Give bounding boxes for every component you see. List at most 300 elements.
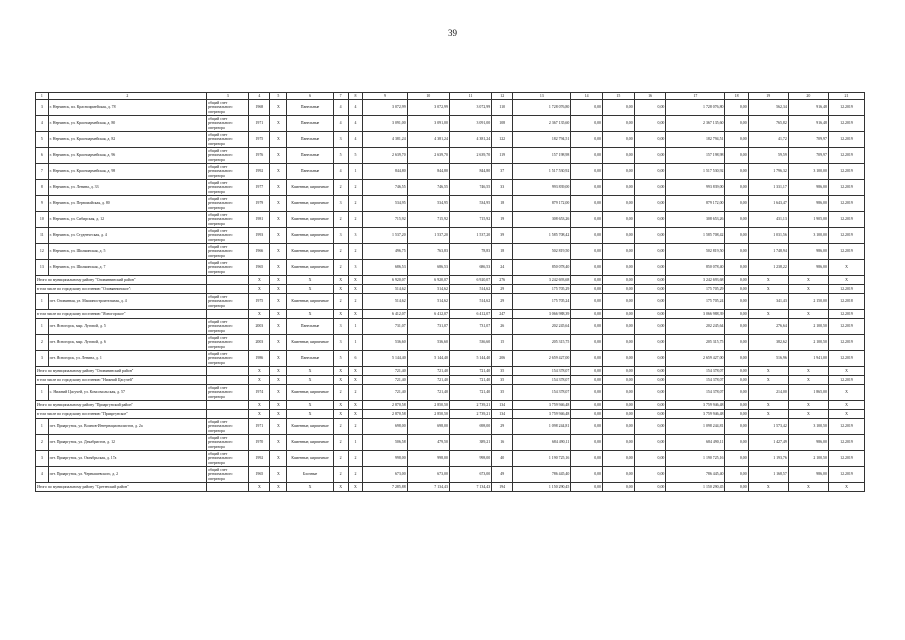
cell-a9: 2 639,70 bbox=[363, 148, 407, 164]
cell-wall: Каменные, кирпичные bbox=[287, 212, 333, 228]
header-cell: 3 bbox=[207, 93, 249, 100]
header-cell: 9 bbox=[363, 93, 407, 100]
cell-c14: 0,00 bbox=[571, 410, 603, 419]
cell-c16: 0,00 bbox=[634, 180, 666, 196]
cell-c3 bbox=[207, 483, 249, 492]
cell-c20: 986,00 bbox=[788, 196, 828, 212]
cell-a9: 731,07 bbox=[363, 319, 407, 335]
cell-year: 1992 bbox=[249, 164, 270, 180]
cell-year: Х bbox=[249, 310, 270, 319]
cell-wall: Панельные bbox=[287, 164, 333, 180]
cell-a10: 534,95 bbox=[407, 196, 449, 212]
cell-c14: 0,00 bbox=[571, 244, 603, 260]
cell-c16: 0,00 bbox=[634, 244, 666, 260]
cell-p: 39 bbox=[492, 228, 513, 244]
cell-c17: 684 490,11 bbox=[666, 435, 725, 451]
cell-c16: 0,00 bbox=[634, 435, 666, 451]
cell-addr: г. Нерчинск, ул. Сибирская, д. 12 bbox=[48, 212, 206, 228]
cell-fund: общий счет регионального оператора bbox=[207, 419, 249, 435]
cell-a11: 698,00 bbox=[449, 419, 491, 435]
cell-c17: 154 378,07 bbox=[666, 376, 725, 385]
cell-c15: 0,00 bbox=[603, 164, 635, 180]
cell-c15: 0,00 bbox=[603, 319, 635, 335]
cell-addr: пгт. Ясногорск, мкр. Луговой, д. 5 bbox=[48, 319, 206, 335]
cell-c18: 0,00 bbox=[725, 451, 748, 467]
cell-year: 1970 bbox=[249, 435, 270, 451]
cell-c20: 986,00 bbox=[788, 244, 828, 260]
cell-c19: Х bbox=[748, 285, 788, 294]
header-cell: 17 bbox=[666, 93, 725, 100]
table-row bbox=[36, 148, 865, 164]
cell-c16: 0,00 bbox=[634, 351, 666, 367]
cell-a10: 698,00 bbox=[407, 419, 449, 435]
cell-fl: 4 bbox=[333, 116, 348, 132]
cell-addr: пгт. Приаргунск, ул. Чернышевского, д. 2 bbox=[48, 467, 206, 483]
cell-wall: Х bbox=[287, 483, 333, 492]
cell-col5: Х bbox=[270, 351, 287, 367]
cell-year: Х bbox=[249, 285, 270, 294]
header-cell: 5 bbox=[270, 93, 287, 100]
header-cell: 2 bbox=[48, 93, 206, 100]
subtotal-row bbox=[36, 401, 865, 410]
cell-c3 bbox=[207, 410, 249, 419]
cell-c20: 986,00 bbox=[788, 260, 828, 276]
cell-wall: Панельные bbox=[287, 351, 333, 367]
cell-a9: 514,62 bbox=[363, 294, 407, 310]
capital-repair-table bbox=[35, 92, 865, 492]
cell-c16: 0,00 bbox=[634, 116, 666, 132]
cell-col5: Х bbox=[270, 335, 287, 351]
cell-a11: 686,53 bbox=[449, 260, 491, 276]
cell-c20: Х bbox=[788, 483, 828, 492]
cell-a9: 673,00 bbox=[363, 467, 407, 483]
cell-ent: 2 bbox=[348, 419, 363, 435]
cell-c13: 3 759 946,48 bbox=[513, 401, 571, 410]
cell-c17: 2 659 427,00 bbox=[666, 351, 725, 367]
cell-fl: Х bbox=[333, 401, 348, 410]
cell-c15: 0,00 bbox=[603, 451, 635, 467]
cell-a10: 3 091,00 bbox=[407, 116, 449, 132]
cell-c18: 0,00 bbox=[725, 376, 748, 385]
cell-n: 2 bbox=[36, 335, 49, 351]
cell-a9: 721,40 bbox=[363, 376, 407, 385]
cell-fund: общий счет регионального оператора bbox=[207, 100, 249, 116]
cell-p: 110 bbox=[492, 100, 513, 116]
cell-col5: Х bbox=[270, 285, 287, 294]
cell-c16: 0,00 bbox=[634, 376, 666, 385]
cell-c20: 3 100,00 bbox=[788, 228, 828, 244]
cell-a9: 746,55 bbox=[363, 180, 407, 196]
cell-a10: 844,80 bbox=[407, 164, 449, 180]
header-cell: 12 bbox=[492, 93, 513, 100]
cell-c15: 0,00 bbox=[603, 148, 635, 164]
cell-c20: Х bbox=[788, 401, 828, 410]
cell-c20: Х bbox=[788, 410, 828, 419]
cell-year: 1965 bbox=[249, 260, 270, 276]
cell-c14: 0,00 bbox=[571, 335, 603, 351]
cell-c19: 214,00 bbox=[748, 385, 788, 401]
subtotal-label: Итого по муниципальному району "Приаргунский район" bbox=[36, 401, 207, 410]
cell-p: 29 bbox=[492, 285, 513, 294]
cell-a9: 698,00 bbox=[363, 419, 407, 435]
cell-c16: 0,00 bbox=[634, 410, 666, 419]
cell-c14: 0,00 bbox=[571, 228, 603, 244]
cell-p: 16 bbox=[492, 435, 513, 451]
cell-c14: 0,00 bbox=[571, 451, 603, 467]
subtotal-label: в том числе по городскому поселению "Нижний Цасучей" bbox=[36, 376, 207, 385]
cell-col5: Х bbox=[270, 419, 287, 435]
cell-a9: 536,60 bbox=[363, 335, 407, 351]
cell-a10: 686,53 bbox=[407, 260, 449, 276]
cell-a11: 7 134,43 bbox=[449, 483, 491, 492]
cell-c20: 2 100,50 bbox=[788, 335, 828, 351]
cell-wall: Каменные, кирпичные bbox=[287, 335, 333, 351]
header-cell: 1 bbox=[36, 93, 49, 100]
cell-c19: 1 573,42 bbox=[748, 419, 788, 435]
cell-c14: 0,00 bbox=[571, 285, 603, 294]
cell-addr: г. Нерчинск, ул. Студенческая, д. 4 bbox=[48, 228, 206, 244]
header-cell: 6 bbox=[287, 93, 333, 100]
cell-c20: Х bbox=[788, 376, 828, 385]
cell-c17: 850 078,40 bbox=[666, 260, 725, 276]
cell-c15: 0,00 bbox=[603, 132, 635, 148]
cell-c3 bbox=[207, 285, 249, 294]
cell-a10: 763,83 bbox=[407, 244, 449, 260]
cell-c19: 562,34 bbox=[748, 100, 788, 116]
cell-c17: 1 517 530,92 bbox=[666, 164, 725, 180]
cell-c14: 0,00 bbox=[571, 385, 603, 401]
cell-c14: 0,00 bbox=[571, 180, 603, 196]
cell-ent: 2 bbox=[348, 180, 363, 196]
cell-c14: 0,00 bbox=[571, 367, 603, 376]
cell-c19: 276,64 bbox=[748, 319, 788, 335]
cell-c20: 2 100,50 bbox=[788, 451, 828, 467]
cell-c19: 59,59 bbox=[748, 148, 788, 164]
cell-p: 29 bbox=[492, 294, 513, 310]
cell-fund: общий счет регионального оператора bbox=[207, 351, 249, 367]
cell-a9: 844,80 bbox=[363, 164, 407, 180]
cell-c16: 0,00 bbox=[634, 367, 666, 376]
cell-date: 12.2019 bbox=[828, 180, 864, 196]
cell-n: 10 bbox=[36, 212, 49, 228]
cell-fl: 5 bbox=[333, 148, 348, 164]
cell-n: 5 bbox=[36, 132, 49, 148]
cell-c18: 0,00 bbox=[725, 294, 748, 310]
cell-c13: 1 150 290,45 bbox=[513, 483, 571, 492]
cell-year: Х bbox=[249, 410, 270, 419]
cell-ent: 1 bbox=[348, 435, 363, 451]
cell-year: 1968 bbox=[249, 100, 270, 116]
cell-ent: 5 bbox=[348, 148, 363, 164]
header-cell: 15 bbox=[603, 93, 635, 100]
cell-c18: 0,00 bbox=[725, 410, 748, 419]
cell-col5: Х bbox=[270, 367, 287, 376]
cell-n: 1 bbox=[36, 294, 49, 310]
cell-c3 bbox=[207, 367, 249, 376]
cell-fund: общий счет регионального оператора bbox=[207, 319, 249, 335]
subtotal-row bbox=[36, 276, 865, 285]
cell-c17: 879 172,00 bbox=[666, 196, 725, 212]
subtotal-label: в том числе по городскому поселению "Приаргунское" bbox=[36, 410, 207, 419]
cell-c18: 0,00 bbox=[725, 351, 748, 367]
cell-c13: 175 705,29 bbox=[513, 285, 571, 294]
cell-a11: 534,95 bbox=[449, 196, 491, 212]
cell-p: 276 bbox=[492, 276, 513, 285]
cell-c19: 41,72 bbox=[748, 132, 788, 148]
cell-c15: 0,00 bbox=[603, 276, 635, 285]
cell-p: 37 bbox=[492, 164, 513, 180]
cell-a10: 1 537,20 bbox=[407, 228, 449, 244]
cell-a11: 536,60 bbox=[449, 335, 491, 351]
cell-date: 12.2019 bbox=[828, 244, 864, 260]
cell-c18: 0,00 bbox=[725, 228, 748, 244]
cell-p: 206 bbox=[492, 351, 513, 367]
cell-c16: 0,00 bbox=[634, 483, 666, 492]
subtotal-label: Итого по муниципальному району "Оловянинский район" bbox=[36, 367, 207, 376]
cell-col5: Х bbox=[270, 228, 287, 244]
cell-c20: 1 905,00 bbox=[788, 212, 828, 228]
cell-c18: 0,00 bbox=[725, 212, 748, 228]
cell-n: 12 bbox=[36, 244, 49, 260]
cell-c18: 0,00 bbox=[725, 132, 748, 148]
cell-col5: Х bbox=[270, 132, 287, 148]
cell-a10: 514,62 bbox=[407, 294, 449, 310]
cell-ent: Х bbox=[348, 401, 363, 410]
cell-c18: 0,00 bbox=[725, 310, 748, 319]
cell-c13: 182 794,51 bbox=[513, 132, 571, 148]
cell-wall: Блочные bbox=[287, 467, 333, 483]
cell-a11: 721,40 bbox=[449, 367, 491, 376]
cell-a10: 746,55 bbox=[407, 180, 449, 196]
cell-wall: Х bbox=[287, 367, 333, 376]
cell-c3 bbox=[207, 376, 249, 385]
cell-year: 1971 bbox=[249, 116, 270, 132]
subtotal-row bbox=[36, 285, 865, 294]
cell-a9: 3 091,00 bbox=[363, 116, 407, 132]
cell-date: 12.2019 bbox=[828, 148, 864, 164]
cell-addr: пгт. Ясногорск, ул. Ленина, д. 1 bbox=[48, 351, 206, 367]
cell-c18: 0,00 bbox=[725, 196, 748, 212]
cell-fl: 2 bbox=[333, 244, 348, 260]
cell-fund: общий счет регионального оператора bbox=[207, 116, 249, 132]
cell-p: 29 bbox=[492, 419, 513, 435]
cell-a9: 1 537,20 bbox=[363, 228, 407, 244]
cell-c19: Х bbox=[748, 376, 788, 385]
cell-c13: 2 659 427,00 bbox=[513, 351, 571, 367]
cell-fl: 2 bbox=[333, 385, 348, 401]
cell-a10: 721,40 bbox=[407, 367, 449, 376]
cell-wall: Х bbox=[287, 376, 333, 385]
cell-p: 247 bbox=[492, 310, 513, 319]
cell-fl: 2 bbox=[333, 435, 348, 451]
cell-c17: 205 315,75 bbox=[666, 335, 725, 351]
cell-c16: 0,00 bbox=[634, 319, 666, 335]
cell-ent: 2 bbox=[348, 244, 363, 260]
cell-c17: 154 378,07 bbox=[666, 367, 725, 376]
cell-fl: Х bbox=[333, 367, 348, 376]
table-row bbox=[36, 385, 865, 401]
cell-wall: Х bbox=[287, 285, 333, 294]
cell-a9: 3 072,99 bbox=[363, 100, 407, 116]
cell-wall: Каменные, кирпичные bbox=[287, 294, 333, 310]
cell-c14: 0,00 bbox=[571, 401, 603, 410]
cell-fl: 3 bbox=[333, 196, 348, 212]
cell-c18: 0,00 bbox=[725, 319, 748, 335]
cell-fl: 2 bbox=[333, 212, 348, 228]
cell-wall: Панельные bbox=[287, 116, 333, 132]
cell-c18: 0,00 bbox=[725, 385, 748, 401]
cell-c18: 0,00 bbox=[725, 285, 748, 294]
cell-c14: 0,00 bbox=[571, 467, 603, 483]
cell-fl: Х bbox=[333, 483, 348, 492]
cell-a11: 715,92 bbox=[449, 212, 491, 228]
cell-a9: 7 285,88 bbox=[363, 483, 407, 492]
cell-p: 134 bbox=[492, 401, 513, 410]
cell-c13: 3 066 988,39 bbox=[513, 310, 571, 319]
header-cell: 20 bbox=[788, 93, 828, 100]
cell-a10: 6 920,07 bbox=[407, 276, 449, 285]
cell-fl: Х bbox=[333, 276, 348, 285]
cell-c20: 986,00 bbox=[788, 435, 828, 451]
cell-date: 12.2019 bbox=[828, 419, 864, 435]
cell-c20: 1 865,00 bbox=[788, 385, 828, 401]
cell-c13: 1 098 244,81 bbox=[513, 419, 571, 435]
cell-c15: 0,00 bbox=[603, 294, 635, 310]
cell-a10: 479,50 bbox=[407, 435, 449, 451]
cell-addr: с. Нижний Цасучей, ул. Комсомольская, д. 57 bbox=[48, 385, 206, 401]
cell-date: 12.2019 bbox=[828, 335, 864, 351]
header-cell: 16 bbox=[634, 93, 666, 100]
cell-c18: 0,00 bbox=[725, 467, 748, 483]
cell-n: 1 bbox=[36, 419, 49, 435]
cell-date: 12.2019 bbox=[828, 376, 864, 385]
cell-ent: Х bbox=[348, 410, 363, 419]
cell-c13: 993 839,00 bbox=[513, 180, 571, 196]
table-body bbox=[36, 93, 865, 492]
cell-year: Х bbox=[249, 376, 270, 385]
cell-p: 18 bbox=[492, 244, 513, 260]
cell-c18: 0,00 bbox=[725, 116, 748, 132]
cell-a10: 7 134,43 bbox=[407, 483, 449, 492]
cell-c16: 0,00 bbox=[634, 335, 666, 351]
cell-a10: 721,40 bbox=[407, 376, 449, 385]
header-cell: 11 bbox=[449, 93, 491, 100]
cell-date: Х bbox=[828, 483, 864, 492]
cell-c16: 0,00 bbox=[634, 212, 666, 228]
cell-year: Х bbox=[249, 367, 270, 376]
cell-year: 1979 bbox=[249, 196, 270, 212]
table-row bbox=[36, 116, 865, 132]
cell-fund: общий счет регионального оператора bbox=[207, 180, 249, 196]
cell-col5: Х bbox=[270, 319, 287, 335]
cell-c14: 0,00 bbox=[571, 376, 603, 385]
subtotal-label: Итого по муниципальному району "Сретенский район" bbox=[36, 483, 207, 492]
cell-c19: 1 796,32 bbox=[748, 164, 788, 180]
cell-c16: 0,00 bbox=[634, 276, 666, 285]
cell-c17: 3 759 946,48 bbox=[666, 410, 725, 419]
cell-c18: 0,00 bbox=[725, 180, 748, 196]
cell-ent: 2 bbox=[348, 385, 363, 401]
cell-c18: 0,00 bbox=[725, 244, 748, 260]
cell-c20: Х bbox=[788, 310, 828, 319]
page-number: 39 bbox=[448, 28, 457, 38]
cell-fl: 2 bbox=[333, 451, 348, 467]
cell-col5: Х bbox=[270, 294, 287, 310]
cell-ent: 1 bbox=[348, 319, 363, 335]
cell-c13: 850 078,40 bbox=[513, 260, 571, 276]
cell-fl: 2 bbox=[333, 294, 348, 310]
cell-a9: 534,95 bbox=[363, 196, 407, 212]
cell-c15: 0,00 bbox=[603, 228, 635, 244]
cell-date: 12.2019 bbox=[828, 196, 864, 212]
cell-c20: 709,97 bbox=[788, 148, 828, 164]
cell-c20: 986,00 bbox=[788, 180, 828, 196]
cell-col5: Х bbox=[270, 148, 287, 164]
cell-a9: 2 870,58 bbox=[363, 410, 407, 419]
cell-year: Х bbox=[249, 483, 270, 492]
cell-c20: 3 100,50 bbox=[788, 419, 828, 435]
cell-wall: Х bbox=[287, 410, 333, 419]
cell-c17: 3 242 693,68 bbox=[666, 276, 725, 285]
cell-ent: 4 bbox=[348, 100, 363, 116]
cell-ent: 4 bbox=[348, 132, 363, 148]
cell-a10: 715,92 bbox=[407, 212, 449, 228]
cell-a9: 721,40 bbox=[363, 385, 407, 401]
cell-wall: Каменные, кирпичные bbox=[287, 419, 333, 435]
cell-n: 6 bbox=[36, 148, 49, 164]
cell-c20: 709,97 bbox=[788, 132, 828, 148]
cell-col5: Х bbox=[270, 260, 287, 276]
cell-year: 1981 bbox=[249, 212, 270, 228]
cell-fl: 2 bbox=[333, 180, 348, 196]
subtotal-label: Итого по муниципальному району "Оловяннинский район" bbox=[36, 276, 207, 285]
cell-c16: 0,00 bbox=[634, 164, 666, 180]
cell-c3 bbox=[207, 401, 249, 410]
cell-wall: Каменные, кирпичные bbox=[287, 244, 333, 260]
cell-col5: Х bbox=[270, 385, 287, 401]
cell-c19: Х bbox=[748, 401, 788, 410]
cell-p: 108 bbox=[492, 116, 513, 132]
cell-col5: Х bbox=[270, 244, 287, 260]
cell-c18: 0,00 bbox=[725, 260, 748, 276]
cell-c14: 0,00 bbox=[571, 419, 603, 435]
cell-c13: 175 705,24 bbox=[513, 294, 571, 310]
cell-a11: 6 412,07 bbox=[449, 310, 491, 319]
header-cell: 8 bbox=[348, 93, 363, 100]
cell-c15: 0,00 bbox=[603, 410, 635, 419]
cell-c16: 0,00 bbox=[634, 294, 666, 310]
cell-c13: 154 378,07 bbox=[513, 367, 571, 376]
cell-c17: 154 378,07 bbox=[666, 385, 725, 401]
cell-c18: 0,00 bbox=[725, 367, 748, 376]
cell-fund: общий счет регионального оператора bbox=[207, 451, 249, 467]
cell-c20: 916,48 bbox=[788, 116, 828, 132]
cell-c16: 0,00 bbox=[634, 310, 666, 319]
cell-ent: 4 bbox=[348, 116, 363, 132]
cell-p: 119 bbox=[492, 148, 513, 164]
cell-n: 9 bbox=[36, 196, 49, 212]
cell-date: 12.2019 bbox=[828, 100, 864, 116]
cell-fund: общий счет регионального оператора bbox=[207, 435, 249, 451]
cell-p: 15 bbox=[492, 335, 513, 351]
cell-c15: 0,00 bbox=[603, 212, 635, 228]
header-cell: 7 bbox=[333, 93, 348, 100]
cell-c19: Х bbox=[748, 483, 788, 492]
cell-c16: 0,00 bbox=[634, 467, 666, 483]
cell-addr: г. Нерчинск, ул. Шилкинская, д. 5 bbox=[48, 244, 206, 260]
cell-p: 40 bbox=[492, 451, 513, 467]
cell-date: 12.2019 bbox=[828, 351, 864, 367]
